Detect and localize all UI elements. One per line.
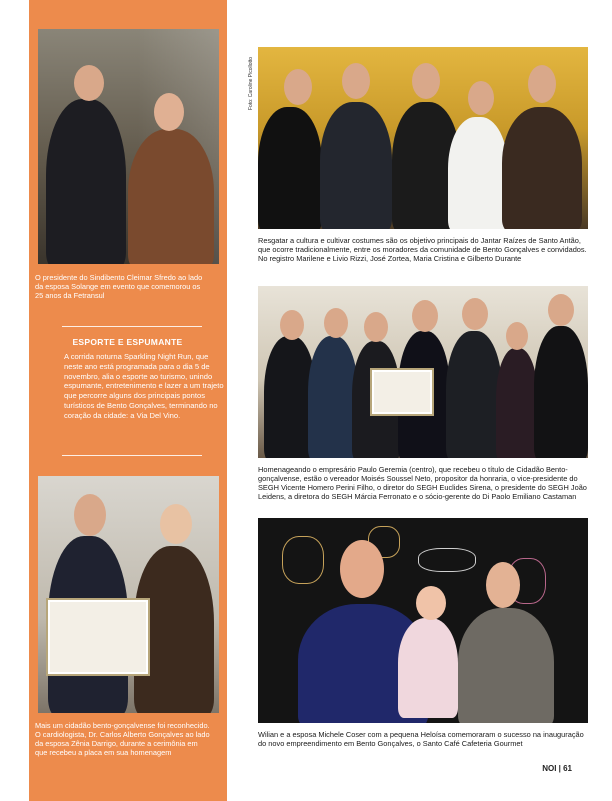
section-body: A corrida noturna Sparkling Night Run, que neste ano está programada para o dia 5 de novembro, alia o esporte ao turismo, unindo espumante, entretenimento e lazer a um trajeto que percorre alguns dos principais pontos turísticos de Bento Gonçalves, terminando no coração da cidade: a Via Del Vino. <box>64 352 224 420</box>
certificate-plaque <box>46 598 150 676</box>
divider-top <box>62 326 202 327</box>
photo-geremia-homenagem <box>258 286 588 458</box>
caption-photo3: Homenageando o empresário Paulo Geremia (centro), que recebeu o título de Cidadão Bento-gonçalvense, estão o vereador Moisés Soussel Neto, propositor da honraria, o vice-presidente do SEGH Vicente Homero Perini Filho, o diretor do SEGH Euclides Sirena, o presidente do SEGH João Leidens, a diretora do SEGH Márcia Ferronato e o sócio-gerente do Di Paolo Emiliano Castaman <box>258 465 587 501</box>
caption-photo2: Resgatar a cultura e cultivar costumes são os objetivo principais do Jantar Raízes de Santo Antão, que ocorre tradicionalmente, entre os moradores da comunidade de Bento Gonçalves e convidados. No registro Marilene e Livio Rizzi, José Zortea, Maria Cristina e Gilberto Durante <box>258 236 587 263</box>
certificate-plaque <box>370 368 434 416</box>
photo-sfredo-couple <box>38 29 219 264</box>
section-title: ESPORTE E ESPUMANTE <box>72 337 183 347</box>
photo-goncalves-certificate <box>38 476 219 713</box>
caption-photo4: Mais um cidadão bento-gonçalvense foi reconhecido. O cardiologista, Dr. Carlos Alberto Gonçalves ao lado da esposa Zênia Darrigo, durante a cerimônia em que recebeu a placa em sua homenagem <box>35 721 210 757</box>
photo-jantar-raizes <box>258 47 588 229</box>
caption-photo1: O presidente do Sindibento Cleimar Sfredo ao lado da esposa Solange em evento que comemorou os 25 anos da Fetransul <box>35 273 203 300</box>
photo-santo-cafe <box>258 518 588 723</box>
page-folio: NOI | 61 <box>542 764 572 773</box>
caption-photo5: Wilian e a esposa Michele Coser com a pequena Heloísa comemoraram o sucesso na inauguração do novo empreendimento em Bento Gonçalves, o Santo Café Cafeteria Gourmet <box>258 730 584 748</box>
divider-bottom <box>62 455 202 456</box>
photo-credit: Foto: Caroline Picollotto <box>248 56 254 110</box>
